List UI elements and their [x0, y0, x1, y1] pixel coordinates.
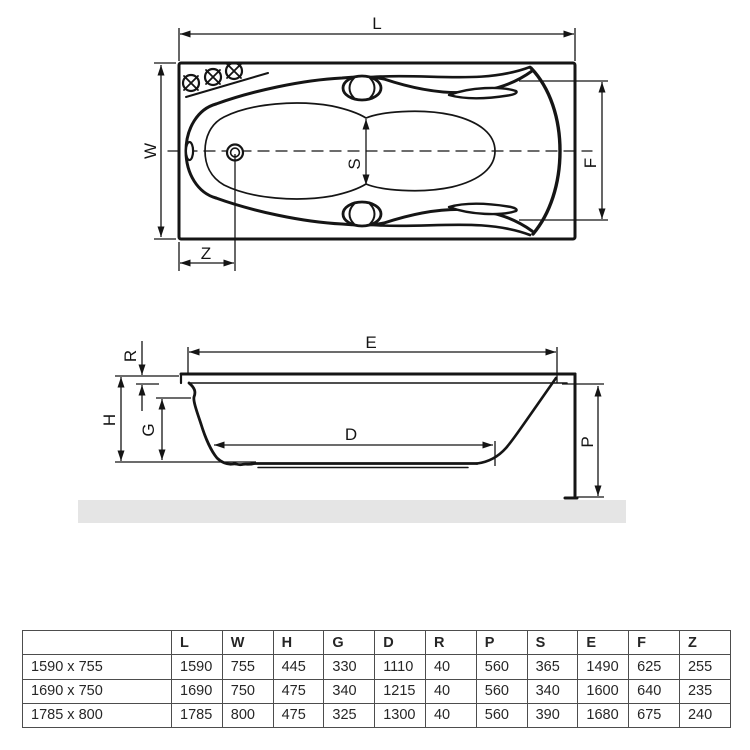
table-cell: 1680 — [578, 703, 629, 727]
table-header-cell: F — [629, 631, 680, 655]
table-row — [23, 703, 731, 727]
bathtub-top-view — [168, 63, 592, 239]
table-cell-size: 1590 x 755 — [23, 655, 172, 679]
tub-right-wall — [477, 378, 556, 464]
table-cell: 560 — [476, 703, 527, 727]
table-cell: 365 — [527, 655, 578, 679]
table-cell: 1600 — [578, 679, 629, 703]
table-cell: 1110 — [375, 655, 426, 679]
side-view-dimensions — [115, 341, 604, 497]
table-cell: 1590 — [172, 655, 223, 679]
tub-left-wall — [189, 383, 254, 465]
table-header-cell: W — [222, 631, 273, 655]
table-cell: 640 — [629, 679, 680, 703]
grip-ball-bottom — [343, 202, 381, 226]
dim-S-label: S — [345, 158, 364, 170]
table-cell: 560 — [476, 655, 527, 679]
table-cell: 445 — [273, 655, 324, 679]
dim-L-label: L — [372, 14, 382, 33]
table-header-cell: L — [172, 631, 223, 655]
dim-P-label: P — [578, 436, 597, 448]
table-cell: 675 — [629, 703, 680, 727]
table-cell: 560 — [476, 679, 527, 703]
table-cell: 800 — [222, 703, 273, 727]
table-cell: 750 — [222, 679, 273, 703]
table-header-cell: D — [375, 631, 426, 655]
table-cell: 40 — [425, 679, 476, 703]
dim-G-label: G — [139, 423, 158, 437]
dimensions-table — [22, 630, 731, 728]
table-cell: 40 — [425, 655, 476, 679]
table-header-cell: Z — [679, 631, 730, 655]
table-cell: 325 — [324, 703, 375, 727]
table-header-cell: H — [273, 631, 324, 655]
table-row — [23, 655, 731, 679]
dim-D-label: D — [344, 425, 358, 444]
table-header-cell: E — [578, 631, 629, 655]
bathtub-side-view — [78, 374, 626, 523]
table-cell: 1490 — [578, 655, 629, 679]
table-header-row — [23, 631, 731, 655]
table-header-cell: G — [324, 631, 375, 655]
table-cell: 235 — [679, 679, 730, 703]
dim-F-label: F — [581, 157, 600, 169]
table-cell: 255 — [679, 655, 730, 679]
table-cell: 330 — [324, 655, 375, 679]
table-cell: 340 — [324, 679, 375, 703]
table-cell: 475 — [273, 679, 324, 703]
table-cell: 755 — [222, 655, 273, 679]
table-cell: 625 — [629, 655, 680, 679]
table-row — [23, 679, 731, 703]
dim-W-label: W — [141, 142, 160, 160]
dim-E-label: E — [365, 333, 377, 352]
table-header-cell: R — [425, 631, 476, 655]
dim-H-label: H — [100, 413, 119, 427]
table-cell: 1300 — [375, 703, 426, 727]
table-cell: 1215 — [375, 679, 426, 703]
table-cell: 340 — [527, 679, 578, 703]
table-cell: 1785 — [172, 703, 223, 727]
table-header-cell: P — [476, 631, 527, 655]
table-cell: 390 — [527, 703, 578, 727]
table-header-cell — [23, 631, 172, 655]
dim-R-label: R — [121, 349, 140, 363]
table-cell: 240 — [679, 703, 730, 727]
overflow-icon — [186, 142, 193, 160]
dim-Z-label: Z — [200, 244, 212, 263]
table-cell-size: 1785 x 800 — [23, 703, 172, 727]
grip-ball-top — [343, 76, 381, 100]
table-cell-size: 1690 x 750 — [23, 679, 172, 703]
table-cell: 1690 — [172, 679, 223, 703]
floor — [78, 500, 626, 523]
table-header-cell: S — [527, 631, 578, 655]
table-cell: 40 — [425, 703, 476, 727]
table-cell: 475 — [273, 703, 324, 727]
